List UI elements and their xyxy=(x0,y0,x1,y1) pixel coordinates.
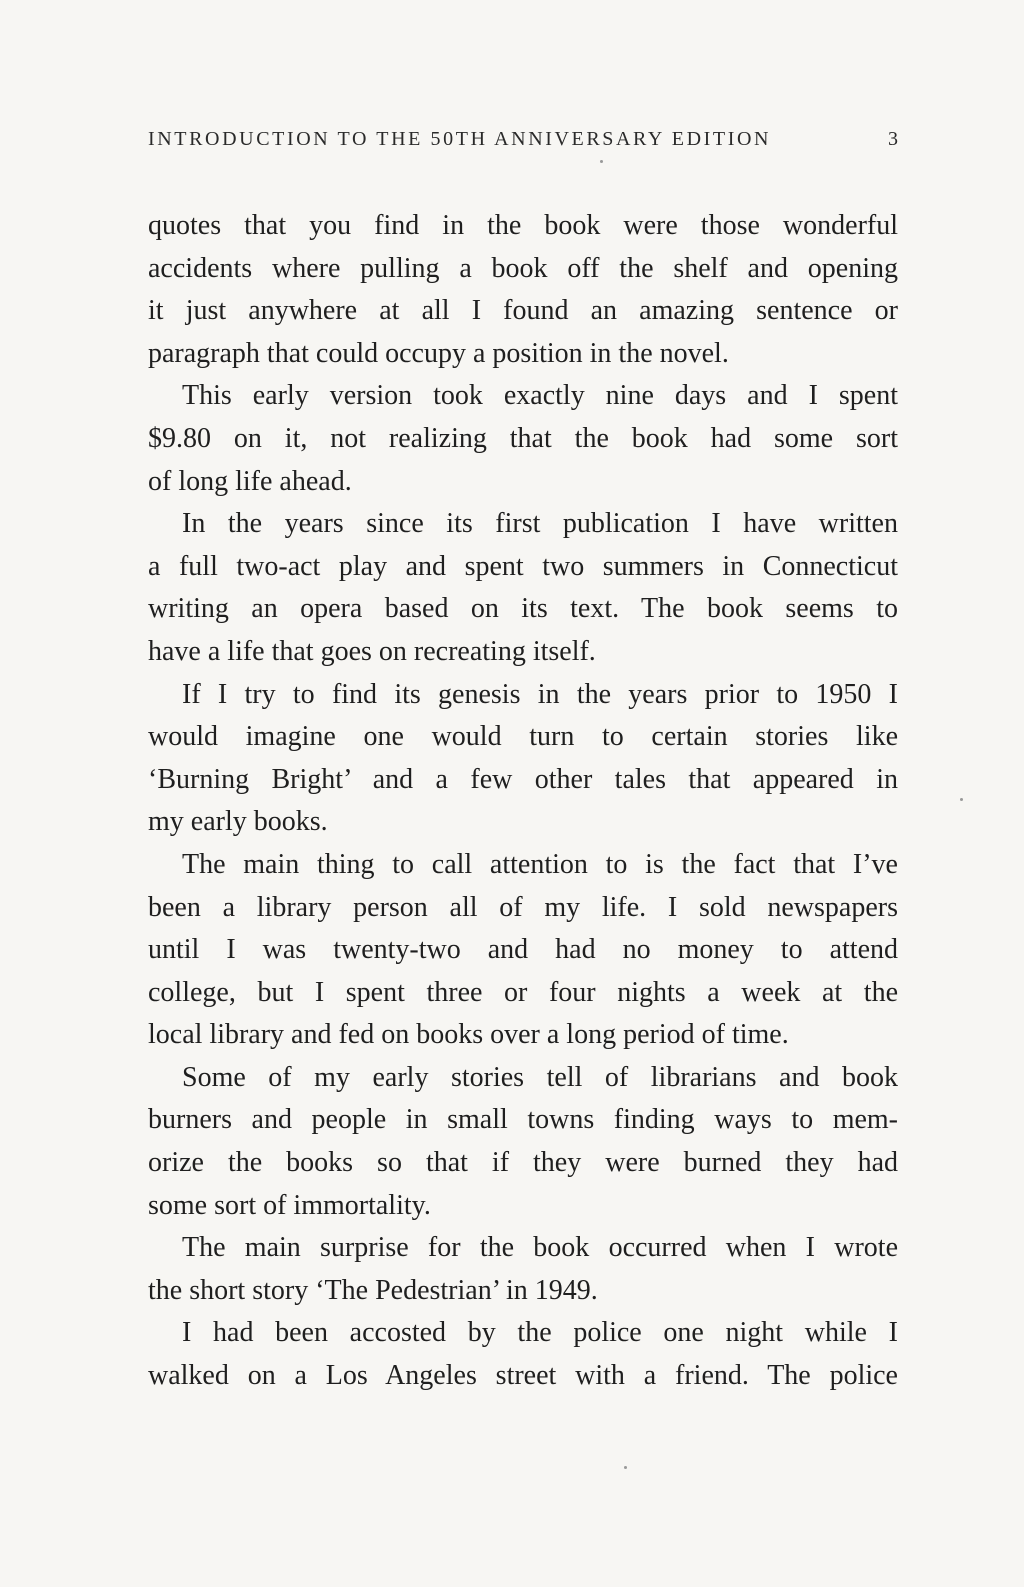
running-head-title: INTRODUCTION TO THE 50TH ANNIVERSARY EDITION xyxy=(148,128,772,150)
text-line: until I was twenty-two and had no money to attend xyxy=(148,934,898,966)
text-line: burners and people in small towns finding ways to mem- xyxy=(148,1104,898,1136)
text-line: writing an opera based on its text. The book seems to xyxy=(148,593,898,625)
text-line: If I try to find its genesis in the years prior to 1950 I xyxy=(182,678,898,710)
text-line: a full two-act play and spent two summers in Connecticut xyxy=(148,550,898,582)
text-line: my early books. xyxy=(148,806,328,838)
text-line: the short story ‘The Pedestrian’ in 1949. xyxy=(148,1274,598,1306)
text-line: local library and fed on books over a long period of time. xyxy=(148,1019,789,1051)
text-line: have a life that goes on recreating itself. xyxy=(148,635,596,667)
text-line: quotes that you find in the book were those wonderful xyxy=(148,210,898,241)
text-line: would imagine one would turn to certain stories like xyxy=(148,721,898,753)
text-line: orize the books so that if they were burned they had xyxy=(148,1147,898,1179)
page-number: 3 xyxy=(888,128,898,150)
paper-speck xyxy=(624,1466,627,1469)
text-line: The main surprise for the book occurred when I wrote xyxy=(182,1232,898,1264)
text-line: some sort of immortality. xyxy=(148,1189,431,1221)
text-line: The main thing to call attention to is the fact that I’ve xyxy=(182,848,898,880)
text-line: accidents where pulling a book off the shelf and opening xyxy=(148,252,898,284)
text-line: I had been accosted by the police one night while I xyxy=(182,1317,898,1349)
text-line: This early version took exactly nine days and I spent xyxy=(182,380,898,412)
paper-speck xyxy=(600,160,603,163)
text-line: $9.80 on it, not realizing that the book had some sort xyxy=(148,422,898,454)
text-line: walked on a Los Angeles street with a friend. The police xyxy=(148,1360,898,1392)
text-line: of long life ahead. xyxy=(148,465,352,497)
text-line: college, but I spent three or four nights a week at the xyxy=(148,976,898,1008)
text-line: In the years since its first publication I have written xyxy=(182,508,898,540)
text-line: Some of my early stories tell of librarians and book xyxy=(182,1061,898,1093)
running-head xyxy=(148,128,898,156)
paper-speck xyxy=(960,798,963,801)
body-text xyxy=(148,205,898,1398)
text-line: paragraph that could occupy a position in the novel. xyxy=(148,337,729,369)
text-line: it just anywhere at all I found an amazing sentence or xyxy=(148,295,898,327)
text-line: ‘Burning Bright’ and a few other tales that appeared in xyxy=(148,763,898,795)
text-line: been a library person all of my life. I sold newspapers xyxy=(148,891,898,923)
